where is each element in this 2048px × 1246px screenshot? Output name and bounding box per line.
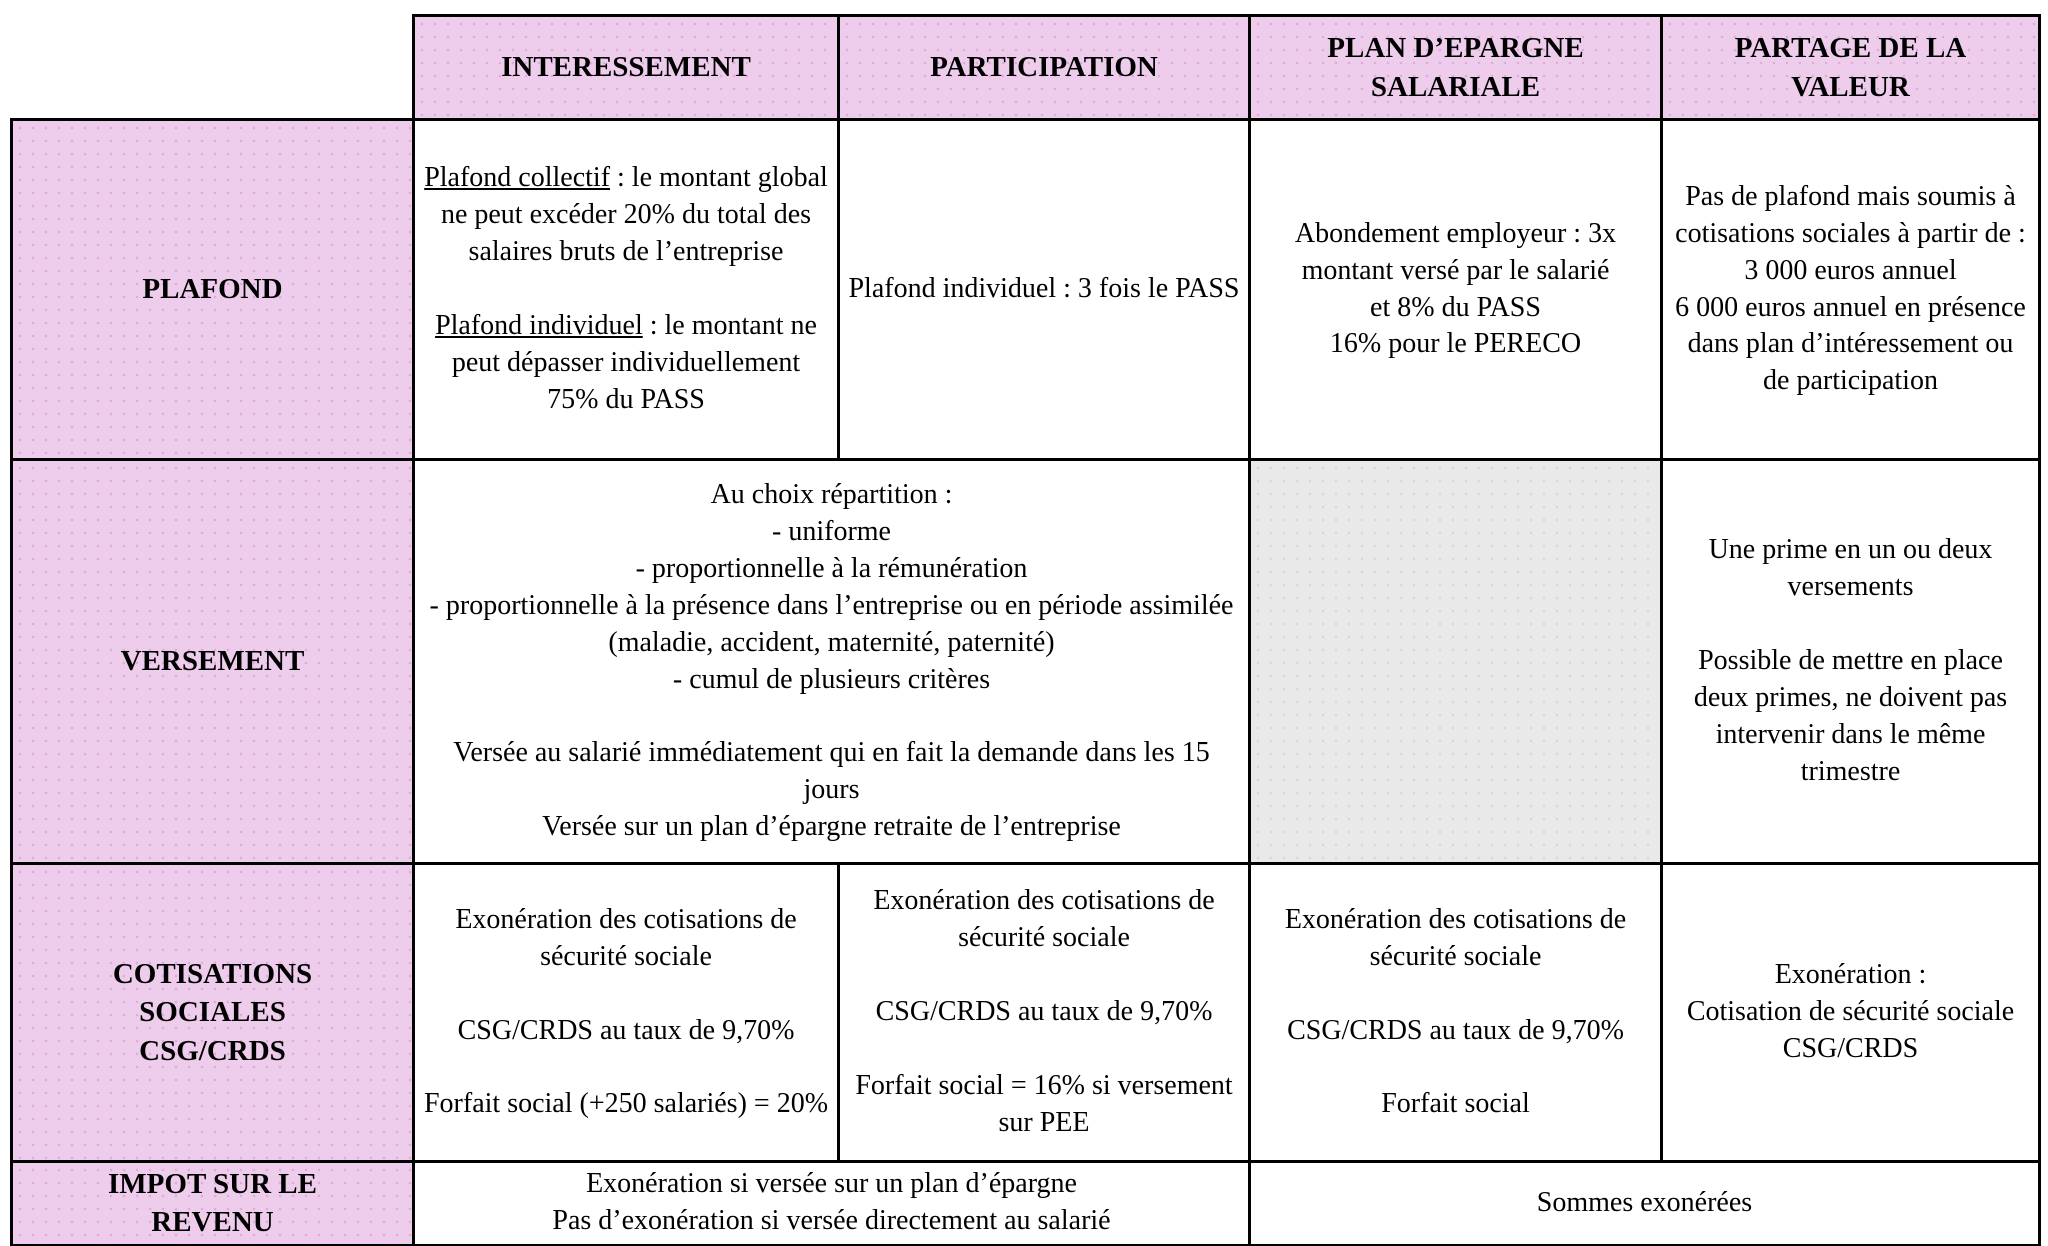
text-line [1671,606,2030,643]
row-label-plafond [12,120,414,460]
text-line: Exonération : [1774,959,1927,991]
cell-plafond-participation [839,120,1250,460]
text-line: 6 000 euros annuel en présence dans plan d’intéressement ou de participation [1675,291,2026,397]
text-line: CSG/CRDS [1782,1032,1919,1064]
plafond-individuel-paragraph [423,308,829,419]
text-line: REVENU [151,1206,274,1239]
cell-impot-plan-partage [1250,1162,2040,1246]
column-header-partage-de-la-valeur [1662,16,2040,120]
text-line: Exonération des cotisations de sécurité sociale [455,903,797,972]
cell-plafond-interessement [414,120,839,460]
text-line: Exonération si versée sur un plan d’épargne [586,1168,1077,1200]
cell-cotisations-partage-valeur [1662,864,2040,1162]
text-line [423,976,829,1013]
row-label-versement [12,460,414,864]
text-line: SALARIALE [1370,70,1541,103]
text-line: Plafond individuel : 3 fois le PASS [848,273,1240,305]
employee-savings-comparison-table [10,14,2041,1246]
plafond-collectif-paragraph [423,160,829,271]
cell-cotisations-plan-epargne [1250,864,1662,1162]
cell-versement-partage-valeur [1662,460,2040,864]
cell-cotisations-participation [839,864,1250,1162]
text-line: PARTAGE DE LA [1734,32,1967,65]
row-cotisations [12,864,2040,1162]
text-line: VERSEMENT [120,645,305,678]
text-line: Au choix répartition : [710,478,953,510]
row-impot [12,1162,2040,1246]
paragraph-text: : le montant global ne peut excéder 20% du total des salaires bruts de l’entreprise [440,162,828,268]
column-header-plan-epargne-salariale [1250,16,1662,120]
cell-impot-interessement-participation [414,1162,1250,1246]
row-plafond [12,120,2040,460]
text-line: PARTICIPATION [930,51,1158,84]
text-line: Versée au salarié immédiatement qui en fait la demande dans les 15 jours [453,737,1210,806]
text-line: COTISATIONS [112,958,313,991]
cell-versement-interessement-participation [414,460,1250,864]
text-line: Une prime en un ou deux versements [1708,534,1993,603]
text-line [1259,976,1652,1013]
text-line: - proportionnelle à la rémunération [635,552,1028,584]
text-line: Pas de plafond mais soumis à cotisations sociales à partir de : [1675,180,2026,249]
text-line: Exonération des cotisations de sécurité sociale [1284,903,1627,972]
text-line: 16% pour le PERECO [1329,328,1582,360]
column-header-participation [839,16,1250,120]
text-line [423,698,1240,735]
text-line: Exonération des cotisations de sécurité sociale [873,885,1215,954]
cell-versement-plan-epargne-empty [1250,460,1662,864]
cell-plafond-partage-valeur [1662,120,2040,460]
blank-line [423,271,829,308]
text-line: - uniforme [772,515,891,547]
paragraph-text: : le montant ne peut dépasser individuellement 75% du PASS [451,309,817,415]
cell-plafond-plan-epargne [1250,120,1662,460]
header-row [12,16,2040,120]
text-line: Forfait social = 16% si versement sur PEE [855,1069,1233,1138]
underlined-term: Plafond collectif [424,162,611,194]
text-line [848,1031,1240,1068]
text-line: SOCIALES [139,996,286,1029]
text-line [423,1049,829,1086]
underlined-term: Plafond individuel [435,309,643,341]
text-line: Sommes exonérées [1536,1186,1753,1218]
text-line: Cotisation de sécurité sociale [1686,996,2015,1028]
text-line: PLAN D’EPARGNE [1327,32,1584,65]
text-line: Versée sur un plan d’épargne retraite de l’entreprise [542,811,1121,843]
text-line: Pas d’exonération si versée directement au salarié [552,1205,1111,1237]
text-line: CSG/CRDS [139,1034,286,1067]
text-line [1259,1049,1652,1086]
text-line [848,957,1240,994]
text-line: et 8% du PASS [1370,291,1541,323]
text-line: Abondement employeur : 3x montant versé par le salarié [1294,217,1617,286]
text-line: CSG/CRDS au taux de 9,70% [457,1014,795,1046]
empty-corner-cell [12,16,414,120]
text-line: PLAFOND [142,273,283,306]
text-line: INTERESSEMENT [501,51,751,84]
text-line: Possible de mettre en place deux primes, ne doivent pas intervenir dans le même trimestre [1693,645,2008,787]
text-line: 3 000 euros annuel [1744,254,1957,286]
text-line: CSG/CRDS au taux de 9,70% [875,996,1213,1028]
cell-cotisations-interessement [414,864,839,1162]
column-header-interessement [414,16,839,120]
text-line: CSG/CRDS au taux de 9,70% [1287,1014,1624,1046]
row-label-cotisations-sociales-csg-crds [12,864,414,1162]
row-label-impot-sur-le-revenu [12,1162,414,1246]
text-line: Forfait social [1381,1088,1530,1120]
text-line: Forfait social (+250 salariés) = 20% [423,1088,829,1120]
row-versement [12,460,2040,864]
text-line: - proportionnelle à la présence dans l’entreprise ou en période assimilée (maladie, accident, maternité, paternité) [429,589,1234,658]
text-line: IMPOT SUR LE [108,1168,317,1200]
text-line: VALEUR [1791,70,1910,103]
text-line: - cumul de plusieurs critères [672,663,991,695]
